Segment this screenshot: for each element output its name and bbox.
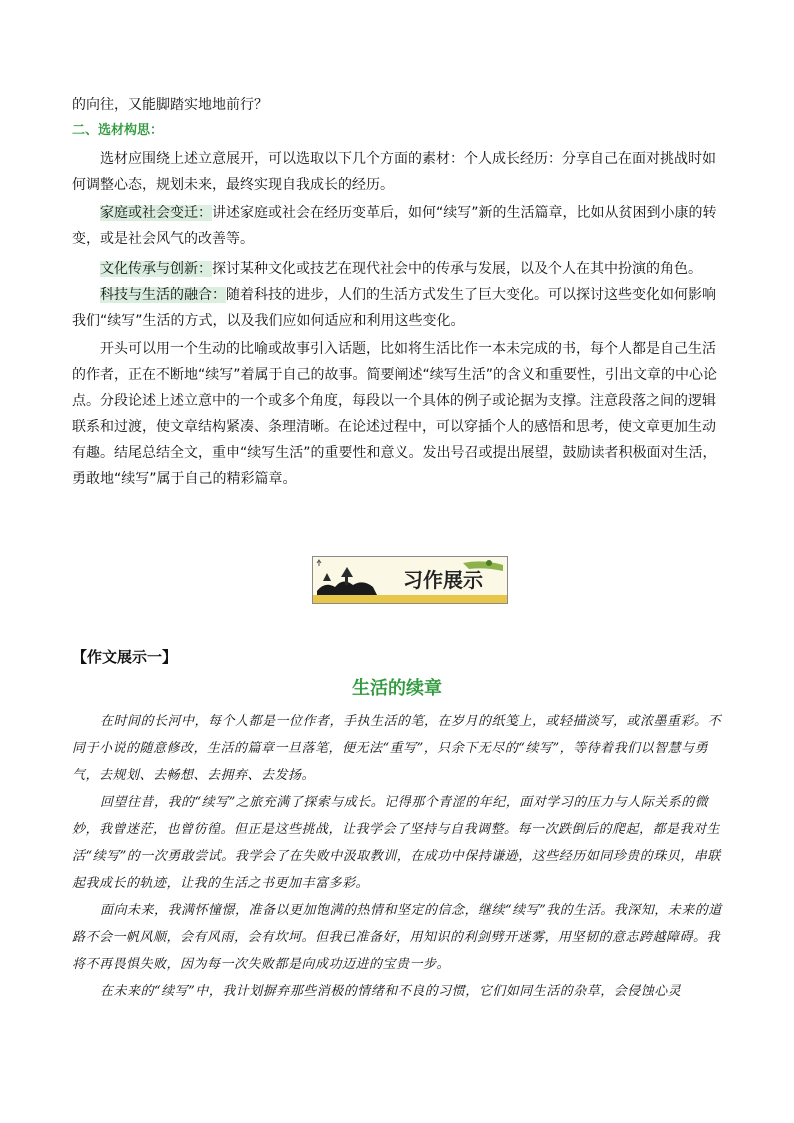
essay-paragraph-3: 面向未来，我满怀憧憬，准备以更加饱满的热情和坚定的信念，继续“续写”我的生活。我深知，未来的道路不会一帆风顺，会有风雨，会有坎坷。但我已准备好，用知识的利剑劈开迷雾，用坚韧的意志跨越障碍。我将不再畏惧失败，因为每一次失败都是向成功迈进的宝贵一步。 xyxy=(72,903,722,972)
material-text-tech: 随着科技的进步，人们的生活方式发生了巨大变化。可以探讨这些变化如何影响我们“续写”生活的方式，以及我们应如何适应和利用这些变化。 xyxy=(72,287,716,329)
essay-showcase-label: 【作文展示一】 xyxy=(72,648,178,666)
section-heading-material: 二、选材构思： xyxy=(72,123,164,138)
material-text-family: 讲述家庭或社会在经历变革后，如何“续写”新的生活篇章，比如从贫困到小康的转变，或是社会风气的改善等。 xyxy=(72,205,717,247)
writing-guidance-paragraph: 开头可以用一个生动的比喻或故事引入话题，比如将生活比作一本未完成的书，每个人都是自己生活的作者，正在不断地“续写”着属于自己的故事。简要阐述“续写生活”的含义和重要性，引出文章的中心论点。分段论述上述立意中的一个或多个角度，每段以一个具体的例子或论据为支撑。注意段落之间的逻辑联系和过渡，使文章结构紧凑、条理清晰。在论述过程中，可以穿插个人的感悟和思考，使文章更加生动有趣。结尾总结全文，重申“续写生活”的重要性和意义。发出号召或提出展望，鼓励读者积极面对生活，勇敢地“续写”属于自己的精彩篇章。 xyxy=(72,341,718,487)
material-label-culture: 文化传承与创新： xyxy=(100,261,212,277)
essay-paragraph-4: 在未来的“续写”中，我计划摒弃那些消极的情绪和不良的习惯，它们如同生活的杂草，会侵蚀心灵 xyxy=(100,984,682,999)
essay-title: 生活的续章 xyxy=(352,678,442,699)
showcase-banner-title: 习作展示 xyxy=(403,568,483,592)
material-paragraph-3 xyxy=(72,256,724,282)
essay-paragraph-1: 在时间的长河中，每个人都是一位作者，手执生活的笔，在岁月的纸笺上，或轻描淡写，或浓墨重彩。不同于小说的随意修改，生活的篇章一旦落笔，便无法“重写”，只余下无尽的“续写”，等待着我们以智慧与勇气，去规划、去畅想、去拥弃、去发扬。 xyxy=(72,714,722,783)
essay-paragraph-2: 回望往昔，我的“续写”之旅充满了探索与成长。记得那个青涩的年纪，面对学习的压力与人际关系的微妙，我曾迷茫，也曾彷徨。但正是这些挑战，让我学会了坚持与自我调整。每一次跌倒后的爬起，都是我对生活“续写”的一次勇敢尝试。我学会了在失败中汲取教训，在成功中保持谦逊，这些经历如同珍贵的珠贝，串联起我成长的轨迹，让我的生活之书更加丰富多彩。 xyxy=(72,795,721,891)
material-label-family: 家庭或社会变迁： xyxy=(100,205,212,221)
showcase-banner xyxy=(312,556,508,604)
material-paragraph-4 xyxy=(72,282,724,334)
intro-continuation-line: 的向往，又能脚踏实地地前行？ xyxy=(72,97,268,113)
material-paragraph-1: 选材应围绕上述立意展开，可以选取以下几个方面的素材：个人成长经历：分享自己在面对挑战时如何调整心态，规划未来，最终实现自我成长的经历。 xyxy=(72,151,716,193)
material-text-culture: 探讨某种文化或技艺在现代社会中的传承与发展，以及个人在其中扮演的角色。 xyxy=(212,261,702,277)
material-paragraph-2 xyxy=(72,200,724,252)
material-label-tech: 科技与生活的融合： xyxy=(100,287,226,303)
